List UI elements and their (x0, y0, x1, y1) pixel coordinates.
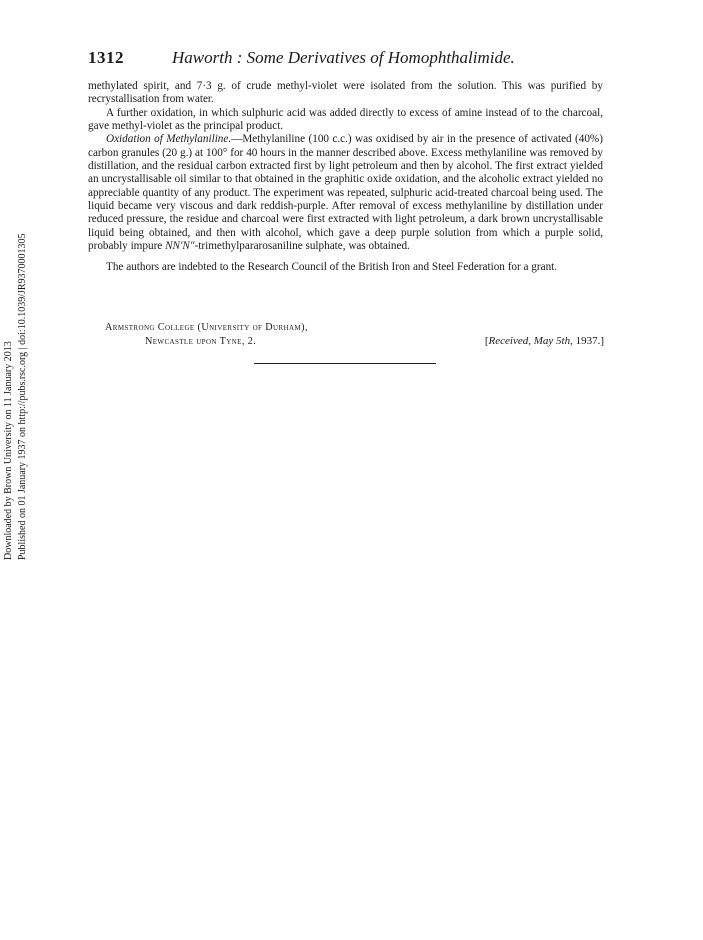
download-notice: Downloaded by Brown University on 11 January 2013 (3, 341, 14, 560)
end-rule (254, 363, 436, 364)
received-year: 1937.] (572, 335, 604, 347)
received-open-bracket: [ (484, 335, 489, 347)
paragraph-2: A further oxidation, in which sulphuric acid was added directly to excess of amine instead of to the charcoal, gave methyl-violet as the principal product. (88, 106, 603, 133)
page-number: 1312 (88, 48, 124, 67)
paragraph-1: methylated spirit, and 7·3 g. of crude methyl-violet were isolated from the solution. This was purified by recrystallisation from water. (88, 80, 603, 106)
section-heading: Oxidation of Methylaniline. (106, 133, 232, 146)
page-header (88, 48, 608, 70)
acknowledgement: The authors are indebted to the Research Council of the British Iron and Steel Federation for a grant. (106, 261, 558, 274)
affiliation-line-2: Newcastle upon Tyne, 2. (145, 336, 257, 347)
received-date (436, 335, 604, 347)
article-body (88, 80, 603, 275)
paragraph-3 (88, 133, 603, 253)
received-label: Received, May 5th, (488, 335, 573, 347)
affiliation-line-1: Armstrong College (University of Durham), (105, 322, 308, 333)
publication-notice: Published on 01 January 1937 on http://pubs.rsc.org | doi:10.1039/JR9370001305 (17, 233, 28, 560)
compound-prefix: NN′N″ (165, 240, 195, 253)
paragraph-3-end: -trimethylpararosaniline sulphate, was obtained. (194, 240, 410, 253)
running-title: Haworth : Some Derivatives of Homophthalimide. (172, 48, 515, 67)
paragraph-3-body: —Methylaniline (100 c.c.) was oxidised by air in the presence of activated (40%) carbon granules (20 g.) at 100° for 40 hours in the manner described above. Excess methylaniline was removed by distillation, and the residual carbon extracted first by light petroleum and then by alcohol. The first extract yielded an uncrystallisable oil similar to that obtained in the graphitic oxide oxidation, and the alcoholic extract yielded no appreciable quantity of any product. The experiment was repeated, sulphuric acid-treated charcoal being used. The liquid became very viscous and dark reddish-purple. After removal of excess methylaniline by distillation under reduced pressure, the residue and charcoal were first extracted with light petroleum, a dark brown uncrystallisable liquid being obtained, and then with alcohol, which gave a deep purple solution from which a purple solid, probably impure (88, 133, 603, 253)
